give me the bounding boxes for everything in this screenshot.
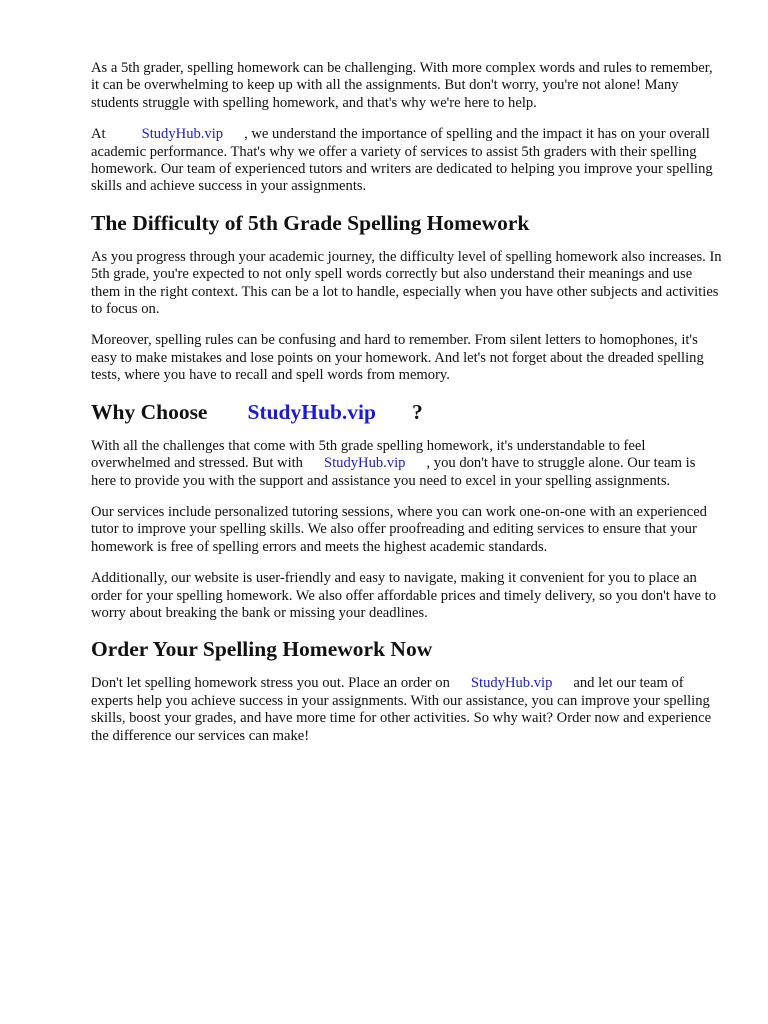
studyhub-link-order[interactable]: StudyHub.vip bbox=[470, 675, 553, 692]
order-p1-suffix: and let our team of experts help you achieve success in your assignments. With our assistance, you can improve your spelling skills, boost your grades, and have more time for other activities. So why wait? Order now and experience the difference our services can make! bbox=[91, 675, 712, 744]
why-choose-prefix: Why Choose bbox=[91, 399, 208, 424]
intro-p2-prefix: At bbox=[91, 126, 106, 143]
heading-difficulty: The Difficulty of 5th Grade Spelling Homework bbox=[91, 210, 530, 235]
order-paragraph-1 bbox=[91, 675, 723, 745]
heading-why-choose bbox=[91, 399, 723, 425]
document-page bbox=[91, 60, 723, 759]
studyhub-link-intro[interactable]: StudyHub.vip bbox=[141, 126, 224, 143]
why-paragraph-1 bbox=[91, 438, 723, 490]
difficulty-paragraph-2: Moreover, spelling rules can be confusing and hard to remember. From silent letters to homophones, it's easy to make mistakes and lose points on your homework. And let's not forget about the dreaded spelling tests, where you have to recall and spell words from memory. bbox=[91, 332, 704, 384]
why-paragraph-3: Additionally, our website is user-friendly and easy to navigate, making it convenient for you to place an order for your spelling homework. We also offer affordable prices and timely delivery, so you don't have to worry about breaking the bank or missing your deadlines. bbox=[91, 570, 717, 621]
difficulty-paragraph-1: As you progress through your academic journey, the difficulty level of spelling homework also increases. In 5th grade, you're expected to not only spell words correctly but also understand their meanings and use them in the right context. This can be a lot to handle, especially when you have other subjects and activities to focus on. bbox=[91, 248, 722, 318]
intro-p2-suffix: , we understand the importance of spelling and the impact it has on your overall academic performance. That's why we offer a variety of services to assist 5th graders with their spelling homework. Our team of experienced tutors and writers are dedicated to helping you improve your spelling skills and achieve success in your assignments. bbox=[91, 126, 713, 195]
why-paragraph-2: Our services include personalized tutoring sessions, where you can work one-on-one with an experienced tutor to improve your spelling skills. We also offer proofreading and editing services to ensure that your homework is free of spelling errors and meets the highest academic standards. bbox=[91, 503, 707, 555]
why-choose-suffix: ? bbox=[411, 399, 423, 424]
studyhub-link-why[interactable]: StudyHub.vip bbox=[323, 455, 406, 472]
intro-paragraph-1: As a 5th grader, spelling homework can be challenging. With more complex words and rules to remember, it can be overwhelming to keep up with all the assignments. But don't worry, you're not alone! Many students struggle with spelling homework, and that's why we're here to help. bbox=[91, 60, 713, 111]
order-p1-prefix: Don't let spelling homework stress you out. Place an order on bbox=[91, 675, 450, 692]
heading-order-now: Order Your Spelling Homework Now bbox=[91, 637, 433, 662]
studyhub-link-heading[interactable]: StudyHub.vip bbox=[247, 399, 376, 424]
why-p1-suffix: , you don't have to struggle alone. Our team is here to provide you with the support and assistance you need to excel in your spelling assignments. bbox=[91, 455, 696, 489]
why-p1-prefix: With all the challenges that come with 5th grade spelling homework, it's understandable to feel overwhelmed and stressed. But with bbox=[91, 437, 646, 472]
intro-paragraph-2 bbox=[91, 126, 723, 196]
